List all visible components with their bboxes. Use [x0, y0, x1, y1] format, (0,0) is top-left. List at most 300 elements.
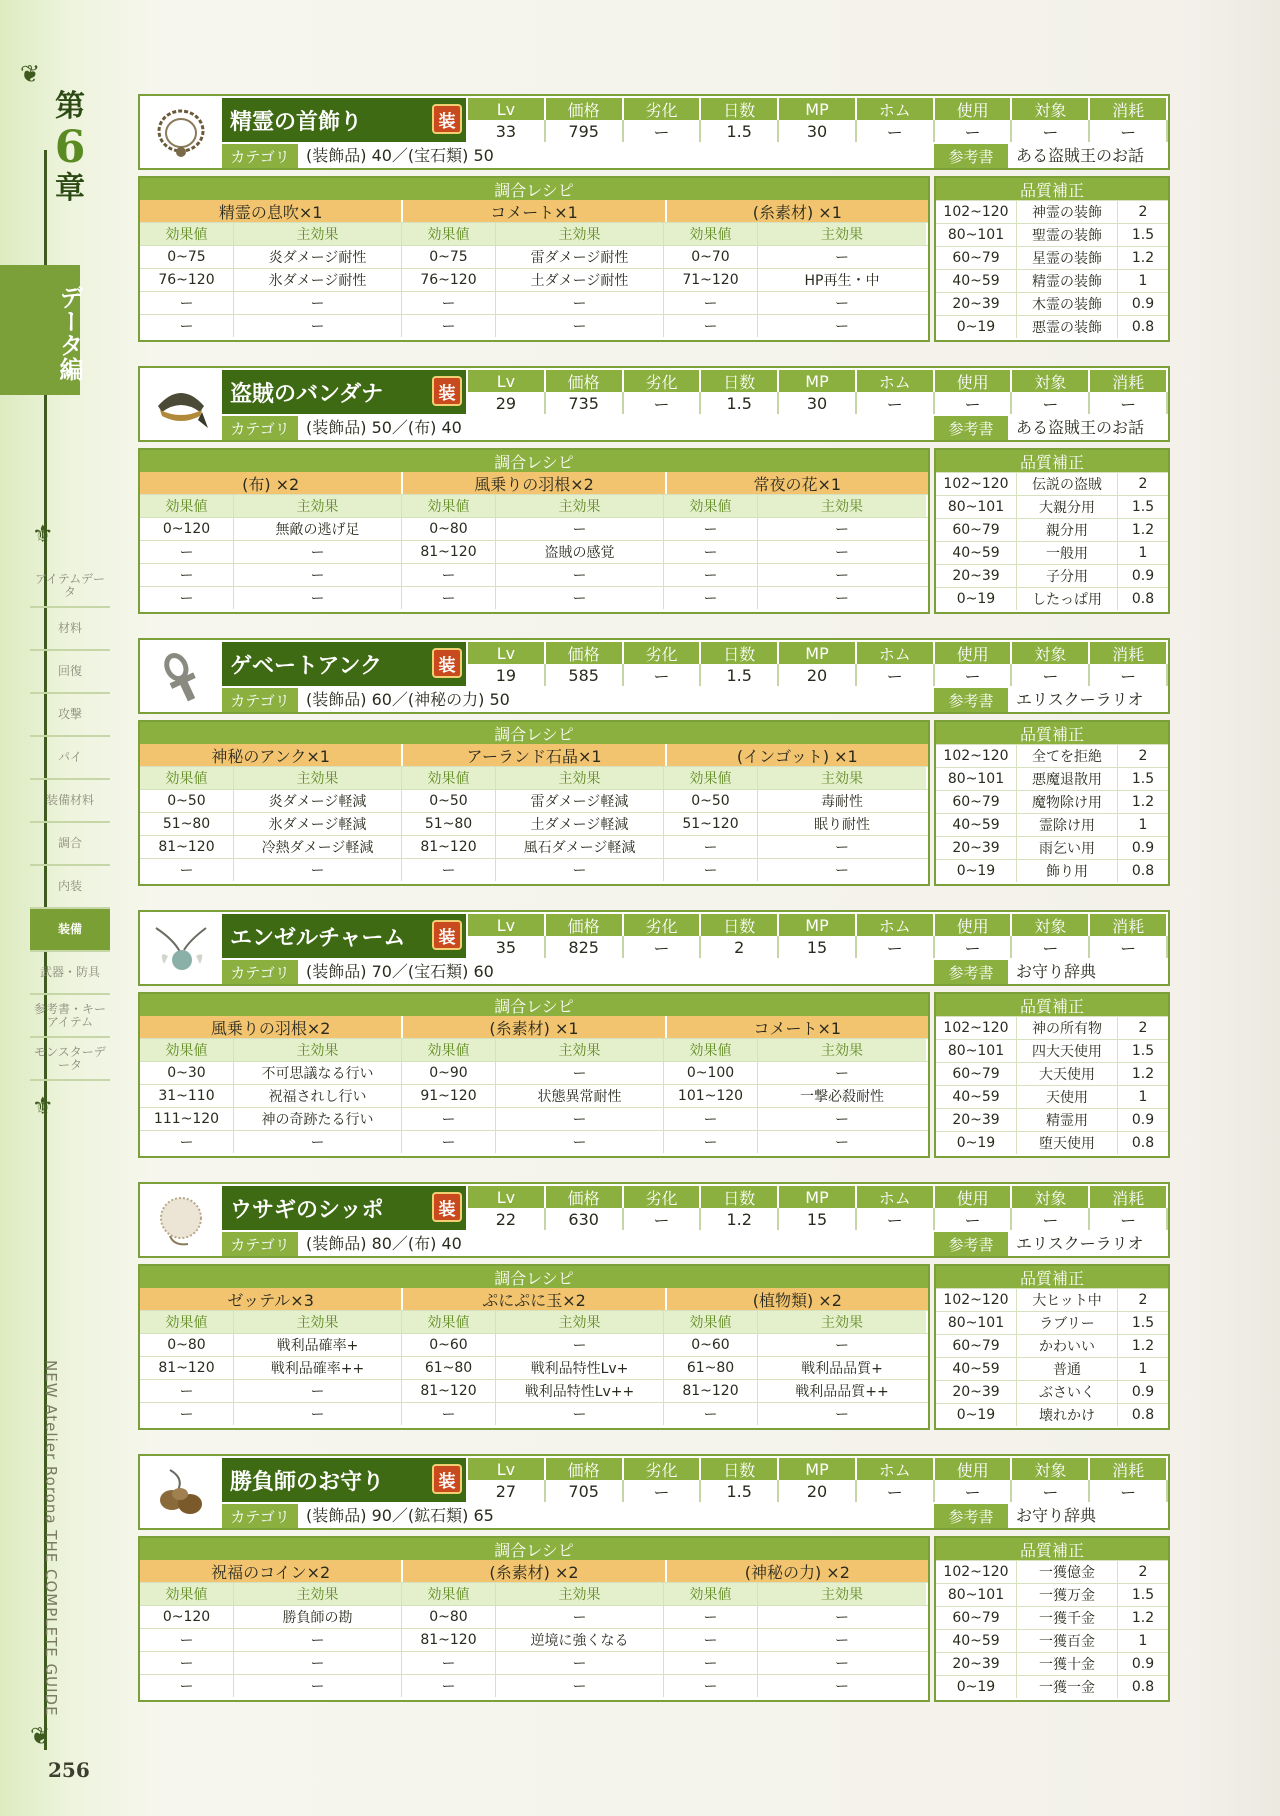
stats-value-row [468, 1480, 1168, 1502]
quality-name: 一獲十金 [1017, 1653, 1118, 1675]
recipe-row [140, 1402, 928, 1425]
reference-label: 参考書 [934, 144, 1008, 168]
quality-coefficient: 1 [1138, 1633, 1148, 1649]
recipe-row [140, 1084, 928, 1107]
main-effect: 無敵の逃げ足 [234, 518, 402, 540]
fleur-icon: ⚜ [32, 520, 54, 548]
main-effect: 炎ダメージ耐性 [234, 246, 402, 268]
item-name: 精霊の首飾り [230, 109, 363, 135]
recipe-column-headers [140, 1310, 928, 1333]
effect-value: ー [664, 315, 758, 337]
effect-value: ー [402, 292, 496, 314]
equip-badge: 装 [434, 1466, 460, 1492]
stat-header: 劣化 [624, 914, 702, 936]
main-effect: 神の奇跡たる行い [234, 1108, 402, 1130]
quality-header: 品質補正 [936, 1538, 1168, 1560]
effect-value: ー [664, 587, 758, 609]
stat-header: MP [779, 370, 857, 392]
stat-header: 使用 [935, 1458, 1013, 1480]
stat-header: ホム [857, 98, 935, 120]
quality-range: 102~120 [936, 473, 1017, 495]
main-effect: 戦利品確率+ [234, 1334, 402, 1356]
stat-header: MP [779, 1186, 857, 1208]
effect-value: 0~70 [664, 246, 758, 268]
category-label: カテゴリ [222, 144, 298, 168]
main-effect: ー [496, 1652, 664, 1674]
main-effect: ー [234, 1380, 402, 1402]
item-name-bar [222, 98, 466, 142]
quality-coefficient: 1.2 [1131, 794, 1155, 810]
effect-value-header: 効果値 [402, 1311, 496, 1333]
quality-row [936, 472, 1168, 495]
quality-coefficient: 1.2 [1131, 522, 1155, 538]
material: (インゴット) ×1 [667, 744, 928, 766]
stat-value: 35 [468, 936, 546, 958]
materials-row [140, 1560, 928, 1582]
reference-label: 参考書 [934, 1504, 1008, 1528]
main-effect: ー [496, 1131, 664, 1153]
quality-range: 20~39 [936, 837, 1017, 859]
materials-row [140, 1288, 928, 1310]
main-effect: 炎ダメージ軽減 [234, 790, 402, 812]
quality-coefficient: 1 [1138, 1089, 1148, 1105]
stat-value: 30 [779, 120, 857, 142]
stats-header-row [468, 642, 1168, 664]
quality-name: ラブリー [1017, 1312, 1118, 1334]
stat-value: 1.5 [701, 1480, 779, 1502]
recipe-row [140, 1107, 928, 1130]
item-header [138, 1454, 1170, 1530]
quality-range: 0~19 [936, 1404, 1017, 1426]
effect-value: 0~80 [140, 1334, 234, 1356]
effect-value: 0~75 [402, 246, 496, 268]
recipe-column-headers [140, 766, 928, 789]
nav-item[interactable]: モンスターデータ [30, 1038, 110, 1081]
main-effect: ー [835, 1407, 849, 1423]
main-effect-header: 主効果 [234, 1039, 402, 1061]
materials-row [140, 744, 928, 766]
effect-value: ー [664, 1675, 758, 1697]
quality-name: 子分用 [1017, 565, 1118, 587]
main-effect-header: 主効果 [758, 223, 926, 245]
effect-value: 51~80 [402, 813, 496, 835]
reference-value: エリスクーラリオ [1016, 690, 1144, 709]
chapter-nav [30, 565, 110, 1081]
stat-value: ー [1012, 936, 1090, 958]
quality-row [936, 1062, 1168, 1085]
quality-row [936, 790, 1168, 813]
stat-header: Lv [468, 642, 546, 664]
category-label: カテゴリ [222, 1232, 298, 1256]
page-number: 256 [48, 1758, 90, 1782]
quality-range: 0~19 [936, 588, 1017, 610]
effect-value-header: 効果値 [402, 223, 496, 245]
quality-row [936, 1039, 1168, 1062]
stats-value-row [468, 664, 1168, 686]
category-bar [222, 1232, 1166, 1256]
stat-header: ホム [857, 914, 935, 936]
main-effect: ー [234, 1629, 402, 1651]
stat-header: 劣化 [624, 98, 702, 120]
quality-coefficient: 0.8 [1131, 1407, 1155, 1423]
effect-value: ー [402, 1108, 496, 1130]
recipe-row [140, 291, 928, 314]
stat-value: ー [935, 1480, 1013, 1502]
quality-row [936, 813, 1168, 836]
stat-header: 価格 [546, 914, 624, 936]
recipe-row [140, 1130, 928, 1153]
main-effect-header: 主効果 [758, 1311, 926, 1333]
effect-value: 0~100 [664, 1062, 758, 1084]
quality-coefficient: 0.9 [1131, 568, 1155, 584]
quality-coefficient: 0.9 [1131, 1384, 1155, 1400]
recipe-header: 調合レシピ [140, 178, 928, 200]
effect-value-header: 効果値 [140, 495, 234, 517]
effect-value: 61~80 [664, 1357, 758, 1379]
recipe-table [138, 720, 930, 886]
stat-header: 日数 [701, 1458, 779, 1480]
category-bar [222, 1504, 1166, 1528]
equip-badge: 装 [434, 922, 460, 948]
ankh-icon [142, 642, 220, 712]
stat-value: ー [624, 120, 702, 142]
quality-range: 60~79 [936, 519, 1017, 541]
quality-coefficient: 2 [1138, 1564, 1148, 1580]
quality-name: 雨乞い用 [1017, 837, 1118, 859]
main-effect: ー [835, 840, 849, 856]
recipe-row [140, 314, 928, 337]
stats-table [468, 98, 1168, 142]
main-effect: ー [496, 1334, 664, 1356]
main-effect: 逆境に強くなる [496, 1629, 664, 1651]
nav-item[interactable]: 攻撃 [30, 694, 110, 737]
nav-item[interactable]: 材料 [30, 608, 110, 651]
recipe-row [140, 563, 928, 586]
quality-row [936, 518, 1168, 541]
quality-name: 大天使用 [1017, 1063, 1118, 1085]
recipe-header: 調合レシピ [140, 1538, 928, 1560]
main-effect: ー [234, 1403, 402, 1425]
recipe-table [138, 176, 930, 342]
recipe-header: 調合レシピ [140, 1266, 928, 1288]
effect-value: 0~120 [140, 1606, 234, 1628]
quality-row [936, 587, 1168, 610]
main-effect: ー [496, 1403, 664, 1425]
stat-value: ー [624, 664, 702, 686]
quality-name: 悪魔退散用 [1017, 768, 1118, 790]
main-effect-header: 主効果 [758, 1583, 926, 1605]
quality-range: 40~59 [936, 270, 1017, 292]
nav-item[interactable]: 調合 [30, 823, 110, 866]
category-bar [222, 960, 1166, 984]
recipe-header: 調合レシピ [140, 722, 928, 744]
quality-range: 80~101 [936, 1040, 1017, 1062]
main-effect: 風石ダメージ軽減 [496, 836, 664, 858]
item-header [138, 366, 1170, 442]
stat-value: 630 [546, 1208, 624, 1230]
effect-value: 0~80 [402, 518, 496, 540]
stat-header: 対象 [1012, 914, 1090, 936]
quality-name: 悪霊の装飾 [1017, 316, 1118, 338]
stat-header: Lv [468, 1458, 546, 1480]
main-effect: 戦利品確率++ [234, 1357, 402, 1379]
quality-name: 神霊の装飾 [1017, 201, 1118, 223]
recipe-row [140, 1674, 928, 1697]
quality-row [936, 1560, 1168, 1583]
quality-name: したっぱ用 [1017, 588, 1118, 610]
nav-item[interactable]: パイ [30, 737, 110, 780]
equip-badge: 装 [434, 650, 460, 676]
material: (糸素材) ×2 [403, 1560, 666, 1582]
effect-value: ー [664, 292, 758, 314]
effect-value: 76~120 [402, 269, 496, 291]
quality-coefficient: 0.8 [1131, 1135, 1155, 1151]
main-effect: ー [835, 250, 849, 266]
quality-coefficient: 0.8 [1131, 863, 1155, 879]
main-effect: 氷ダメージ耐性 [234, 269, 402, 291]
quality-range: 40~59 [936, 1630, 1017, 1652]
item-name: 盗賊のバンダナ [230, 381, 384, 407]
quality-name: 天使用 [1017, 1086, 1118, 1108]
quality-row [936, 1016, 1168, 1039]
stat-value: ー [857, 1208, 935, 1230]
stat-header: ホム [857, 1458, 935, 1480]
main-effect: HP再生・中 [804, 273, 880, 289]
quality-range: 102~120 [936, 745, 1017, 767]
quality-range: 40~59 [936, 542, 1017, 564]
sidebar [0, 0, 130, 1816]
materials-row [140, 200, 928, 222]
effect-value: ー [140, 1380, 234, 1402]
reference-value: ある盗賊王のお話 [1016, 418, 1145, 437]
effect-value: ー [664, 541, 758, 563]
recipe-row [140, 517, 928, 540]
quality-coefficient: 0.8 [1131, 591, 1155, 607]
chapter-sho: 章 [55, 171, 85, 206]
effect-value-header: 効果値 [402, 767, 496, 789]
stat-value: 795 [546, 120, 624, 142]
effect-value: ー [140, 292, 234, 314]
item-header [138, 910, 1170, 986]
main-effect-header: 主効果 [496, 223, 664, 245]
stat-value: ー [1012, 392, 1090, 414]
nav-item[interactable]: 内装 [30, 866, 110, 909]
quality-row [936, 495, 1168, 518]
quality-row [936, 292, 1168, 315]
item-name-bar [222, 914, 466, 958]
stat-header: ホム [857, 1186, 935, 1208]
stat-value: ー [935, 664, 1013, 686]
effect-value: 81~120 [402, 1380, 496, 1402]
stat-header: 使用 [935, 1186, 1013, 1208]
materials-row [140, 472, 928, 494]
stat-header: 使用 [935, 370, 1013, 392]
effect-value: ー [402, 1675, 496, 1697]
stat-header: 使用 [935, 98, 1013, 120]
section-tab [0, 265, 83, 395]
quality-name: 一獲一金 [1017, 1676, 1118, 1698]
quality-coefficient: 0.8 [1131, 1679, 1155, 1695]
stat-header: ホム [857, 642, 935, 664]
stat-header: 日数 [701, 1186, 779, 1208]
effect-value: ー [402, 564, 496, 586]
material: 神秘のアンク×1 [140, 744, 403, 766]
reference-label: 参考書 [934, 1232, 1008, 1256]
category-value: (装飾品) 50／(布) 40 [306, 418, 462, 437]
quality-table [934, 1264, 1170, 1430]
stat-value: 15 [779, 936, 857, 958]
category-label: カテゴリ [222, 1504, 298, 1528]
main-effect: ー [835, 863, 849, 879]
quality-name: 神の所有物 [1017, 1017, 1118, 1039]
effect-value-header: 効果値 [664, 223, 758, 245]
stats-table [468, 914, 1168, 958]
stat-header: 使用 [935, 642, 1013, 664]
quality-table [934, 176, 1170, 342]
effect-value: ー [140, 859, 234, 881]
quality-name: 全てを拒絶 [1017, 745, 1118, 767]
quality-name: 木霊の装飾 [1017, 293, 1118, 315]
nav-item[interactable]: 装備 [30, 909, 110, 952]
main-effect: ー [835, 296, 849, 312]
nav-item[interactable]: 参考書・キーアイテム [30, 995, 110, 1038]
recipe-row [140, 812, 928, 835]
stat-header: 対象 [1012, 642, 1090, 664]
stat-header: 消耗 [1090, 642, 1168, 664]
stat-value: 585 [546, 664, 624, 686]
main-effect: 勝負師の勘 [234, 1606, 402, 1628]
effect-value: ー [140, 1675, 234, 1697]
bandana-icon [142, 370, 220, 440]
main-effect: 戦利品品質+ [801, 1361, 883, 1377]
stat-value: 30 [779, 392, 857, 414]
main-effect: ー [835, 319, 849, 335]
vine-ornament: ❦ [30, 1722, 51, 1750]
effect-value-header: 効果値 [664, 1039, 758, 1061]
main-effect: ー [234, 859, 402, 881]
quality-range: 80~101 [936, 496, 1017, 518]
quality-range: 102~120 [936, 1289, 1017, 1311]
effect-value: 81~120 [402, 836, 496, 858]
material: (糸素材) ×1 [667, 200, 928, 222]
quality-range: 20~39 [936, 565, 1017, 587]
main-effect-header: 主効果 [234, 1311, 402, 1333]
item-name-bar [222, 1186, 466, 1230]
stats-value-row [468, 936, 1168, 958]
effect-value-header: 効果値 [664, 767, 758, 789]
nav-item[interactable]: 回復 [30, 651, 110, 694]
nav-item[interactable]: 装備材料 [30, 780, 110, 823]
item-name: ウサギのシッポ [230, 1197, 384, 1223]
quality-row [936, 541, 1168, 564]
nav-item[interactable]: アイテムデータ [30, 565, 110, 608]
main-effect: ー [496, 518, 664, 540]
main-effect-header: 主効果 [234, 767, 402, 789]
recipe-row [140, 858, 928, 881]
reference-label: 参考書 [934, 416, 1008, 440]
stat-value: ー [857, 1480, 935, 1502]
quality-table [934, 720, 1170, 886]
main-effect: ー [835, 1338, 849, 1354]
quality-name: 精霊用 [1017, 1109, 1118, 1131]
main-effect: 眠り耐性 [814, 817, 870, 833]
quality-table [934, 992, 1170, 1158]
recipe-row [140, 586, 928, 609]
main-effect-header: 主効果 [234, 223, 402, 245]
item-name: ゲベートアンク [230, 653, 383, 679]
quality-coefficient: 1.5 [1131, 1315, 1155, 1331]
quality-range: 80~101 [936, 768, 1017, 790]
recipe-row [140, 1333, 928, 1356]
quality-row [936, 200, 1168, 223]
effect-value: ー [402, 315, 496, 337]
effect-value: ー [402, 587, 496, 609]
stat-value: ー [1090, 664, 1168, 686]
recipe-column-headers [140, 494, 928, 517]
quality-coefficient: 2 [1138, 476, 1148, 492]
stat-header: 価格 [546, 1458, 624, 1480]
effect-value-header: 効果値 [402, 1583, 496, 1605]
category-label: カテゴリ [222, 960, 298, 984]
quality-row [936, 1085, 1168, 1108]
quality-row [936, 1606, 1168, 1629]
quality-row [936, 1311, 1168, 1334]
effect-value-header: 効果値 [402, 1039, 496, 1061]
quality-name: 大親分用 [1017, 496, 1118, 518]
main-effect: ー [835, 522, 849, 538]
main-effect-header: 主効果 [234, 495, 402, 517]
main-effect: ー [835, 1679, 849, 1695]
quality-coefficient: 1 [1138, 1361, 1148, 1377]
stat-value: ー [857, 392, 935, 414]
material: 常夜の花×1 [667, 472, 928, 494]
quality-row [936, 223, 1168, 246]
effect-value: ー [664, 1108, 758, 1130]
recipe-row [140, 540, 928, 563]
effect-value-header: 効果値 [140, 1311, 234, 1333]
effect-value: 81~120 [402, 1629, 496, 1651]
stat-value: ー [1012, 664, 1090, 686]
recipe-row [140, 1651, 928, 1674]
quality-coefficient: 2 [1138, 1020, 1148, 1036]
quality-range: 80~101 [936, 224, 1017, 246]
quality-name: 魔物除け用 [1017, 791, 1118, 813]
main-effect: ー [496, 564, 664, 586]
effect-value: ー [402, 1403, 496, 1425]
quality-coefficient: 0.9 [1131, 840, 1155, 856]
stat-value: ー [857, 120, 935, 142]
stat-value: 22 [468, 1208, 546, 1230]
stat-header: 価格 [546, 642, 624, 664]
quality-range: 102~120 [936, 201, 1017, 223]
quality-row [936, 859, 1168, 882]
recipe-row [140, 1061, 928, 1084]
material: 風乗りの羽根×2 [140, 1016, 403, 1038]
quality-coefficient: 1 [1138, 817, 1148, 833]
stat-value: 1.2 [701, 1208, 779, 1230]
stat-value: 825 [546, 936, 624, 958]
stat-header: 日数 [701, 370, 779, 392]
nav-item[interactable]: 武器・防具 [30, 952, 110, 995]
category-value: (装飾品) 40／(宝石類) 50 [306, 146, 494, 165]
effect-value: 0~120 [140, 518, 234, 540]
main-effect: 盗賊の感覚 [496, 541, 664, 563]
quality-row [936, 1380, 1168, 1403]
quality-name: 一般用 [1017, 542, 1118, 564]
reference-value: お守り辞典 [1016, 962, 1097, 981]
quality-row [936, 269, 1168, 292]
item-name: エンゼルチャーム [230, 925, 406, 951]
